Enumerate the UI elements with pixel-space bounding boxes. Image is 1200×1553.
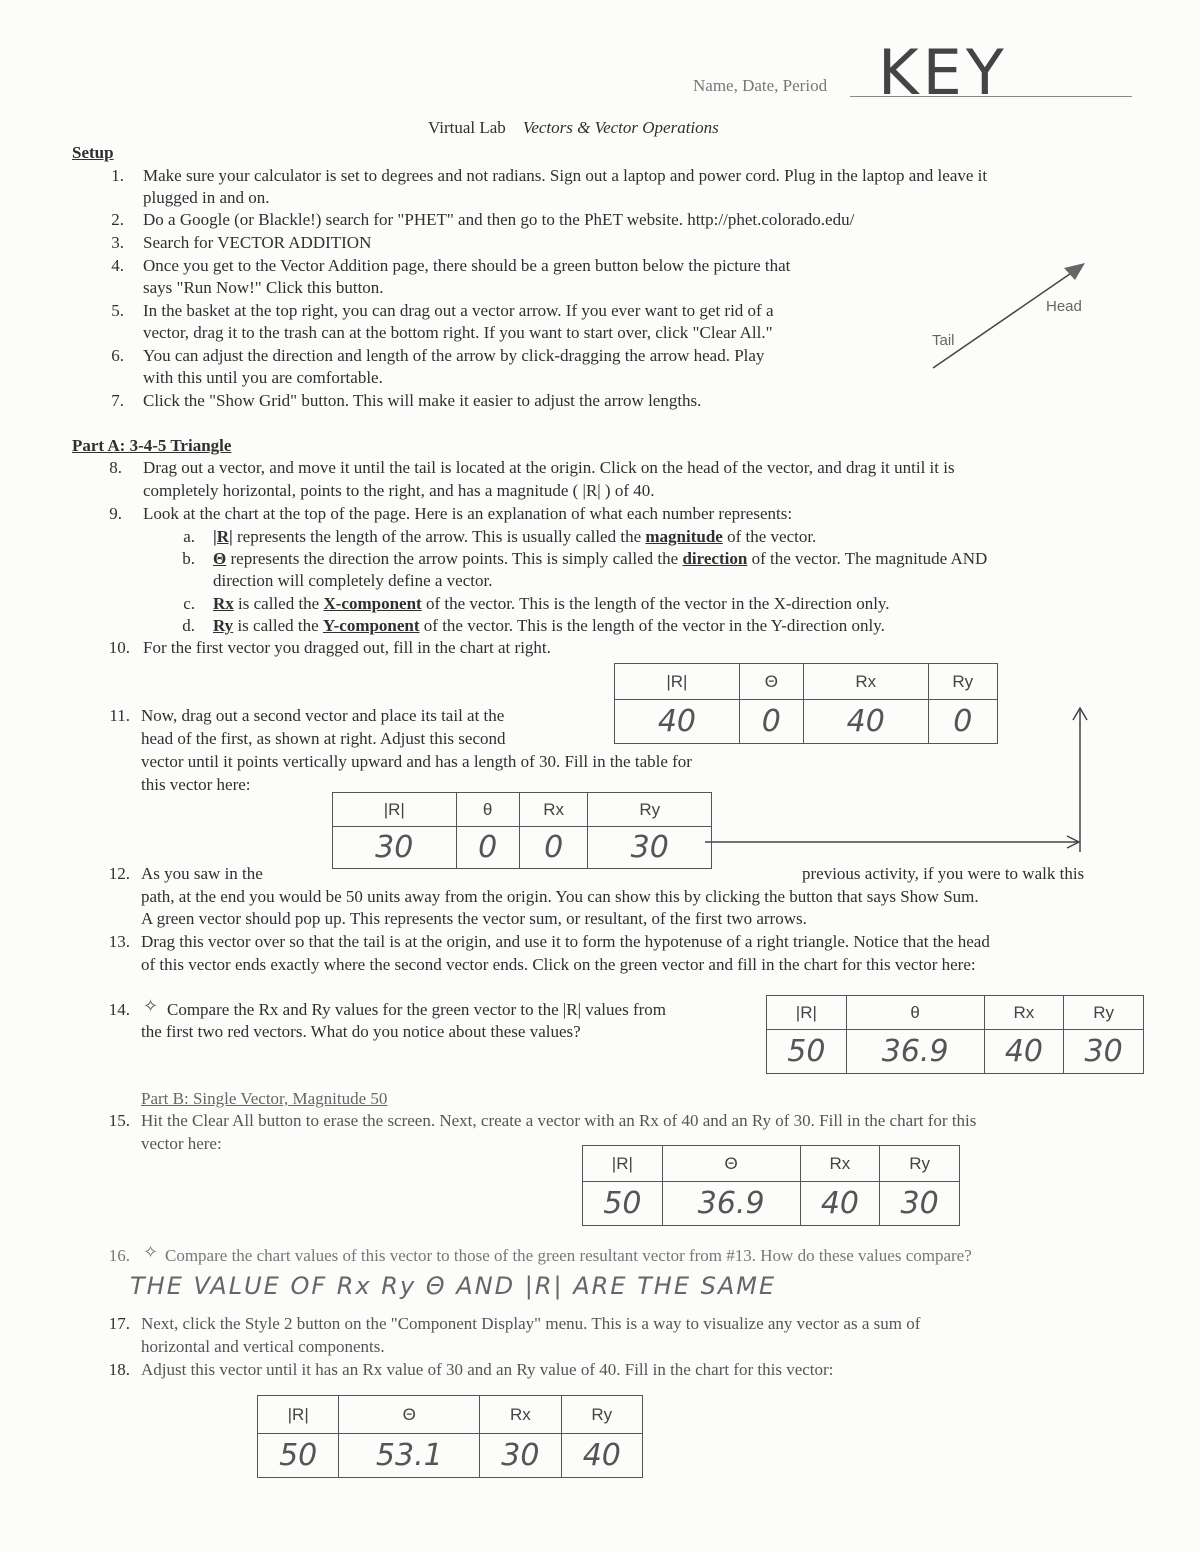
item-11-num: 11. [109,706,130,725]
setup-num-1: 1. [111,166,124,185]
sub-b-pre: represents the direction the arrow points. This is simply called the [226,549,683,568]
answer-16-handwritten[interactable]: THE VALUE OF Rx Ry Θ AND |R| ARE THE SAME [130,1272,777,1300]
diagram-tail-label: Tail [932,332,955,349]
table-14-header-rx: Rx [984,996,1064,1030]
sub-c-pre: is called the [233,594,324,613]
title-prefix: Virtual Lab [428,118,506,137]
item-12-end: previous activity, if you were to walk this [802,864,1085,883]
table-18-value-rx[interactable]: 30 [480,1434,561,1478]
sub-c-symbol: Rx [213,594,234,613]
setup-item-4-line-1: Once you get to the Vector Addition page, there should be a green button below the picture that [143,256,791,275]
table-11-header-r: |R| [333,793,457,827]
item-8-line-2: completely horizontal, points to the right, and has a magnitude ( |R| ) of 40. [143,481,655,500]
table-18-value-r[interactable]: 50 [258,1434,339,1478]
item-18-line: Adjust this vector until it has an Rx value of 30 and an Ry value of 40. Fill in the chart for this vector: [141,1360,834,1379]
item-17-line-1: Next, click the Style 2 button on the "Component Display" menu. This is a way to visualize any vector as a sum of [141,1314,921,1333]
table-11-value-rx[interactable]: 0 [519,827,588,869]
item-15-line-1: Hit the Clear All button to erase the screen. Next, create a vector with an Rx of 40 and an Ry of 30. Fill in the chart for this [141,1111,977,1130]
item-15-line-2: vector here: [141,1134,222,1153]
table-10-value-theta[interactable]: 0 [739,700,803,744]
diagram-head-label: Head [1046,298,1082,315]
table-15-value-ry[interactable]: 30 [880,1182,960,1226]
table-14-value-rx[interactable]: 40 [984,1030,1064,1074]
item-13-num: 13. [108,932,130,951]
sub-c-letter: c. [183,594,195,613]
table-10-value-r[interactable]: 40 [615,700,740,744]
title-italic: Vectors & Vector Operations [522,118,719,137]
item-11-line-1: Now, drag out a second vector and place its tail at the [141,706,505,725]
item-11-line-3: vector until it points vertically upward and has a length of 30. Fill in the table for [141,752,692,771]
table-18-header-r: |R| [258,1396,339,1434]
table-11-value-r[interactable]: 30 [333,827,457,869]
item-12-line-2: path, at the end you would be 50 units away from the origin. You can show this by clicking the button that says Show Sum. [141,887,979,906]
vector-arrow-diagram [925,255,1095,375]
table-10-header-theta: Θ [739,664,803,700]
name-date-period-label: Name, Date, Period [693,76,828,95]
item-10-num: 10. [108,638,130,657]
sub-a-post: of the vector. [722,527,817,546]
item-14-line-1: Compare the Rx and Ry values for the green vector to the |R| values from [167,1000,666,1019]
sub-a-letter: a. [183,527,195,546]
table-18-value-ry[interactable]: 40 [561,1434,642,1478]
sub-d-letter: d. [182,616,195,635]
item-17-line-2: horizontal and vertical components. [141,1337,385,1356]
item-17-num: 17. [108,1314,130,1333]
part-b-heading: Part B: Single Vector, Magnitude 50 [141,1089,388,1108]
item-13-line-2: of this vector ends exactly where the second vector ends. Click on the green vector and fill in the chart for this vector here: [141,955,976,974]
item-11-line-2: head of the first, as shown at right. Adjust this second [141,729,506,748]
table-15-value-r[interactable]: 50 [583,1182,663,1226]
page-title [428,118,719,138]
sub-d-text [213,616,885,636]
sub-b-letter: b. [182,549,195,568]
item-16-num: 16. [108,1246,130,1265]
table-11-value-ry[interactable]: 30 [588,827,712,869]
diagram-arrow-head [1064,263,1085,280]
item-8-num: 8. [109,458,122,477]
table-11-header-ry: Ry [588,793,712,827]
setup-num-6: 6. [111,346,124,365]
table-10-header-ry: Ry [928,664,997,700]
item-10-line: For the first vector you dragged out, fill in the chart at right. [143,638,551,657]
sub-b-line-2: direction will completely define a vector. [213,571,493,590]
sub-d-term: Y-component [322,616,420,635]
table-14-value-ry[interactable]: 30 [1064,1030,1144,1074]
part-a-heading: Part A: 3-4-5 Triangle [72,436,232,455]
setup-num-2: 2. [111,210,124,229]
table-14-header-ry: Ry [1064,996,1144,1030]
sub-b-term: direction [682,549,748,568]
setup-item-5-line-1: In the basket at the top right, you can drag out a vector arrow. If you ever want to get rid of a [143,301,774,320]
item-9-line: Look at the chart at the top of the page. Here is an explanation of what each number represents: [143,504,793,523]
setup-item-2-line-1: Do a Google (or Blackle!) search for "PHET" and then go to the PhET website. http://phet.colorado.edu/ [143,210,855,229]
setup-num-4: 4. [111,256,124,275]
table-11-value-theta[interactable]: 0 [456,827,519,869]
table-18-value-theta[interactable]: 53.1 [339,1434,480,1478]
table-10-value-rx[interactable]: 40 [803,700,928,744]
table-18-header-rx: Rx [480,1396,561,1434]
table-18-header-theta: Θ [339,1396,480,1434]
table-14-header-r: |R| [767,996,847,1030]
setup-item-4-line-2: says "Run Now!" Click this button. [143,278,384,297]
item-14-line-2: the first two red vectors. What do you notice about these values? [141,1022,581,1041]
setup-item-6-line-2: with this until you are comfortable. [143,368,383,387]
table-15-header-r: |R| [583,1146,663,1182]
item-14-num: 14. [108,1000,130,1019]
table-15-header-rx: Rx [800,1146,880,1182]
diagram-arrow-shaft [933,267,1080,368]
challenge-icon: ✧ [143,996,159,1016]
table-14-value-theta[interactable]: 36.9 [846,1030,984,1074]
setup-heading: Setup [72,143,114,162]
item-12-line-3: A green vector should pop up. This represents the vector sum, or resultant, of the first two arrows. [141,909,807,928]
table-11-header-rx: Rx [519,793,588,827]
setup-num-3: 3. [111,233,124,252]
sub-a-pre: represents the length of the arrow. This is usually called the [232,527,646,546]
sub-d-post: of the vector. This is the length of the vector in the Y-direction only. [419,616,885,635]
table-15-value-theta[interactable]: 36.9 [662,1182,800,1226]
item-16-line: Compare the chart values of this vector to those of the green resultant vector from #13. How do these values compare? [165,1246,972,1265]
key-mark: KEY [878,36,1008,109]
table-15 [582,1145,960,1226]
table-14 [766,995,1144,1074]
horizontal-arrow-diagram [705,832,1090,852]
sub-a-symbol: |R| [213,527,233,546]
sub-b-text [213,549,987,569]
table-18-header-ry: Ry [561,1396,642,1434]
setup-num-7: 7. [111,391,124,410]
item-9-num: 9. [109,504,122,523]
item-12-num: 12. [108,864,130,883]
table-11 [332,792,712,869]
table-15-header-theta: Θ [662,1146,800,1182]
setup-item-1-line-1: Make sure your calculator is set to degrees and not radians. Sign out a laptop and power cord. Plug in the laptop and leave it [143,166,988,185]
setup-item-1-line-2: plugged in and on. [143,188,270,207]
sub-b-symbol: Θ [213,549,227,568]
sub-c-text [213,594,890,614]
table-14-value-r[interactable]: 50 [767,1030,847,1074]
item-13-line-1: Drag this vector over so that the tail is at the origin, and use it to form the hypotenuse of a right triangle. Notice that the head [141,932,990,951]
item-11-line-4: this vector here: [141,775,251,794]
setup-item-3-line-1: Search for VECTOR ADDITION [143,233,372,252]
sub-a-term: magnitude [645,527,723,546]
table-11-header-theta: θ [456,793,519,827]
item-18-num: 18. [108,1360,130,1379]
table-10-header-rx: Rx [803,664,928,700]
item-8-line-1: Drag out a vector, and move it until the tail is located at the origin. Click on the head of the vector, and drag it until it is [143,458,955,477]
sub-d-pre: is called the [233,616,323,635]
table-15-header-ry: Ry [880,1146,960,1182]
table-15-value-rx[interactable]: 40 [800,1182,880,1226]
challenge-icon-2: ✧ [143,1242,159,1262]
sub-c-post: of the vector. This is the length of the vector in the X-direction only. [421,594,890,613]
table-14-header-theta: θ [846,996,984,1030]
item-12-start: As you saw in the [141,864,263,883]
table-18 [257,1395,643,1478]
sub-c-term: X-component [323,594,422,613]
item-15-num: 15. [108,1111,130,1130]
setup-num-5: 5. [111,301,124,320]
table-10-header-r: |R| [615,664,740,700]
sub-d-symbol: Ry [213,616,234,635]
sub-b-post: of the vector. The magnitude AND [747,549,988,568]
table-10 [614,663,998,744]
table-10-value-ry[interactable]: 0 [928,700,997,744]
sub-a-text [213,527,816,547]
setup-item-7-line-1: Click the "Show Grid" button. This will make it easier to adjust the arrow lengths. [143,391,702,410]
setup-item-6-line-1: You can adjust the direction and length of the arrow by click-dragging the arrow head. Play [143,346,765,365]
setup-item-5-line-2: vector, drag it to the trash can at the bottom right. If you want to start over, click "Clear All." [143,323,773,342]
